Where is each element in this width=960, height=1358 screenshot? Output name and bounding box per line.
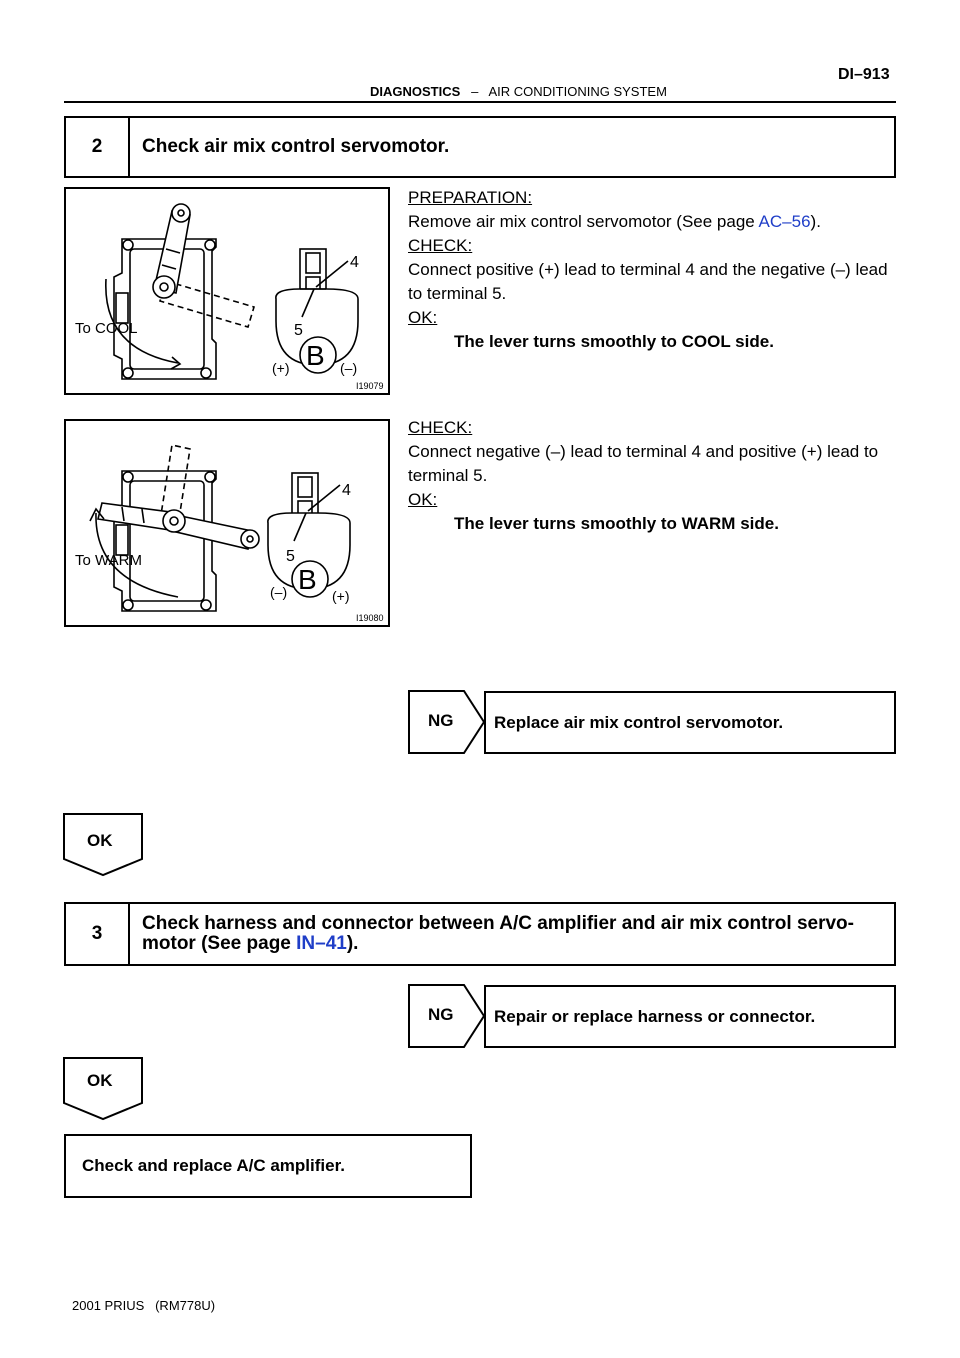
ok-1-label: OK: [408, 308, 438, 327]
step-2-instructions-2 [408, 416, 900, 536]
final-action-text: Check and replace A/C amplifier. [82, 1156, 345, 1175]
step-3-title [142, 914, 884, 954]
terminal-4-label: 4 [350, 254, 359, 271]
connector-label: B [306, 340, 325, 371]
footer-model: 2001 PRIUS (RM778U) [72, 1298, 216, 1313]
preparation-text [408, 210, 900, 234]
ng-action-box-step-3 [484, 985, 896, 1048]
header-section-name: DIAGNOSTICS [370, 84, 461, 99]
header-separator: – [471, 84, 479, 99]
ok-label: OK [87, 831, 113, 850]
terminal-5-label-warm: 5 [286, 548, 295, 565]
link-ac-56[interactable]: AC–56 [758, 212, 811, 231]
ng-action-text-step-3: Repair or replace harness or connector. [494, 1006, 816, 1026]
ok-label-step-3: OK [87, 1071, 113, 1090]
preparation-text-end: ). [810, 212, 821, 231]
connector-label-warm: B [298, 564, 317, 595]
header-subsection: AIR CONDITIONING SYSTEM [488, 84, 667, 99]
terminal-5-label: 5 [294, 322, 303, 339]
polarity-negative-label-warm: (–) [270, 584, 288, 600]
step-2-number: 2 [66, 118, 130, 176]
polarity-positive-label: (+) [272, 360, 290, 376]
ng-tag-step-2 [408, 690, 486, 754]
step-2-box [64, 116, 896, 178]
page-number: DI–913 [838, 66, 890, 83]
direction-label-cool: To COOL [75, 320, 138, 337]
preparation-text-main: Remove air mix control servomotor (See page [408, 212, 759, 231]
check-1-text: Connect positive (+) lead to terminal 4 and the negative (–) lead to terminal 5. [408, 260, 888, 303]
step-3-number: 3 [66, 904, 130, 964]
ok-1-text: The lever turns smoothly to COOL side. [454, 332, 774, 351]
step-3-title-main: Check harness and connector between A/C amplifier and air mix control servo-motor (See page [142, 913, 854, 954]
ng-action-box-step-2 [484, 691, 896, 754]
ng-action-text: Replace air mix control servomotor. [494, 712, 784, 732]
figure-id: I19079 [356, 381, 384, 391]
servomotor-cool-illustration [66, 189, 388, 393]
figure-warm [64, 419, 390, 627]
final-action-box [64, 1134, 472, 1198]
ng-label: NG [428, 711, 454, 730]
header-section [370, 84, 667, 99]
figure-id-warm: I19080 [356, 613, 384, 623]
step-2-title: Check air mix control servomotor. [142, 136, 450, 157]
direction-label-warm: To WARM [75, 552, 142, 569]
polarity-negative-label: (–) [340, 360, 358, 376]
ok-tag-step-2 [63, 813, 143, 877]
ng-tag-step-3 [408, 984, 486, 1048]
terminal-4-label-warm: 4 [342, 482, 351, 499]
check-2-label: CHECK: [408, 418, 473, 437]
step-2-instructions-1 [408, 186, 900, 354]
preparation-label: PREPARATION: [408, 188, 533, 207]
ok-2-text: The lever turns smoothly to WARM side. [454, 514, 779, 533]
check-2-text: Connect negative (–) lead to terminal 4 and positive (+) lead to terminal 5. [408, 442, 879, 485]
check-1-label: CHECK: [408, 236, 473, 255]
step-3-box [64, 902, 896, 966]
figure-cool [64, 187, 390, 395]
header-rule [64, 101, 896, 103]
step-3-title-end: ). [346, 933, 359, 954]
servomotor-warm-illustration [66, 421, 388, 625]
polarity-positive-label-warm: (+) [332, 588, 350, 604]
link-in-41[interactable]: IN–41 [296, 933, 347, 954]
ok-tag-step-3 [63, 1057, 143, 1121]
ng-label-step-3: NG [428, 1005, 454, 1024]
ok-2-label: OK: [408, 490, 438, 509]
